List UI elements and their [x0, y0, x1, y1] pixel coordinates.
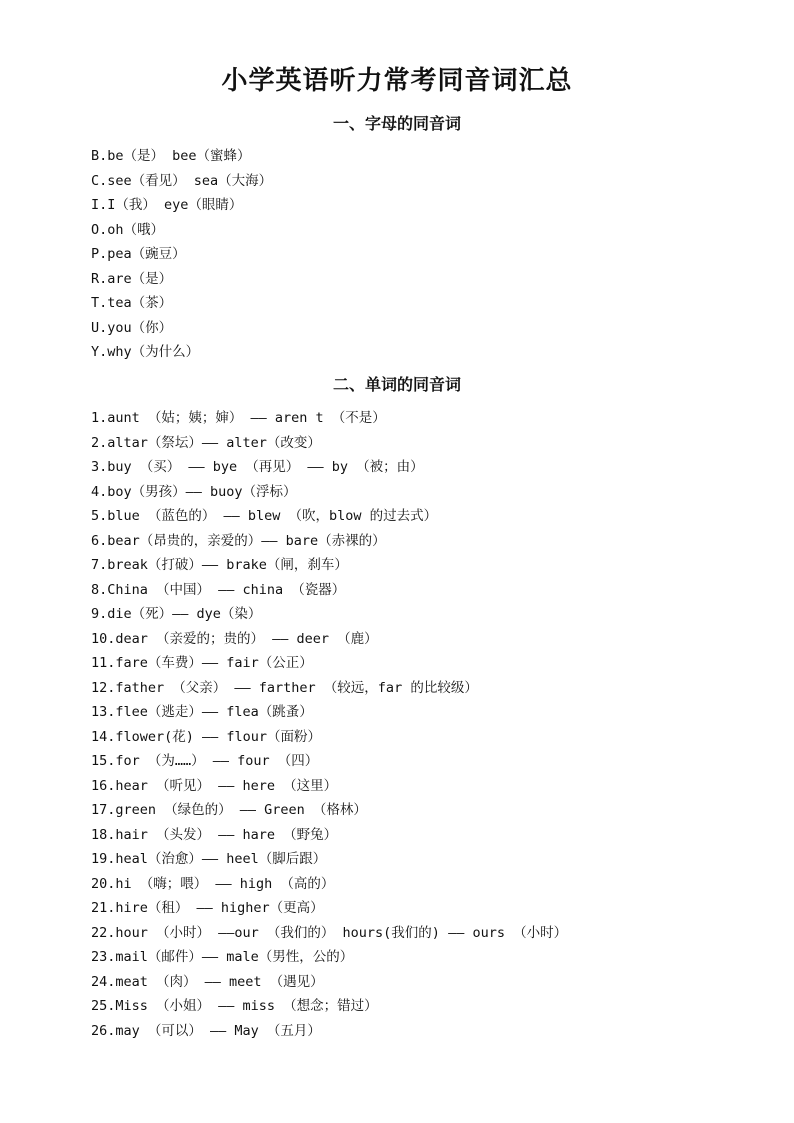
section-heading-words: 二、单词的同音词 — [332, 375, 461, 394]
list-item: 9.die（死）—— dye（染） — [91, 606, 262, 622]
list-item: 10.dear （亲爱的；贵的） —— deer （鹿） — [91, 630, 378, 647]
list-item: 21.hire（租） —— higher（更高） — [91, 900, 324, 916]
list-item: O.oh（哦） — [91, 221, 165, 238]
list-item: 15.for （为……） —— four （四） — [91, 753, 319, 769]
list-item: 13.flee（逃走）—— flea（跳蚤） — [91, 704, 313, 720]
list-item: 19.heal（治愈）—— heel（脚后跟） — [91, 851, 327, 867]
page-title: 小学英语听力常考同音词汇总 — [221, 66, 573, 96]
list-item: 17.green （绿色的） —— Green （格林） — [91, 802, 367, 818]
list-item: 1.aunt （姑；姨；婶） —— aren t （不是） — [91, 410, 386, 426]
list-item: B.be（是） bee（蜜蜂） — [91, 148, 251, 164]
list-item: 26.may （可以） —— May （五月） — [91, 1022, 321, 1039]
list-item: Y.why（为什么） — [91, 344, 200, 360]
list-item: 4.boy（男孩）—— buoy（浮标） — [91, 483, 297, 500]
list-item: 8.China （中国） —— china （瓷器） — [91, 581, 346, 598]
list-item: 14.flower(花) —— flour（面粉） — [91, 728, 322, 745]
letter-homophones-list — [91, 144, 741, 365]
list-item: 23.mail（邮件）—— male（男性，公的） — [91, 949, 354, 965]
word-homophones-list — [91, 406, 741, 1043]
list-item: I.I（我） eye（眼睛） — [91, 197, 243, 213]
list-item: 20.hi （嗨；喂） —— high （高的） — [91, 875, 335, 892]
list-item: 3.buy （买） —— bye （再见） —— by （被；由） — [91, 459, 424, 475]
list-item: 5.blue （蓝色的） —— blew （吹，blow 的过去式） — [91, 508, 438, 524]
list-item: 12.father （父亲） —— farther （较远，far 的比较级） — [91, 679, 478, 696]
list-item: R.are（是） — [91, 270, 173, 287]
list-item: C.see（看见） sea（大海） — [91, 172, 273, 189]
section-heading-letters: 一、字母的同音词 — [332, 114, 461, 133]
list-item: 16.hear （听见） —— here （这里） — [91, 777, 338, 794]
list-item: P.pea（豌豆） — [91, 246, 186, 262]
list-item: 22.hour （小时） ——our （我们的） hours(我们的) —— ours （小时） — [91, 924, 568, 941]
list-item: T.tea（茶） — [91, 295, 173, 311]
list-item: 25.Miss （小姐） —— miss （想念；错过） — [91, 998, 378, 1014]
list-item: 6.bear（昂贵的，亲爱的）—— bare（赤裸的） — [91, 532, 386, 549]
list-item: 7.break（打破）—— brake（闸，刹车） — [91, 557, 348, 573]
list-item: 2.altar（祭坛）—— alter（改变） — [91, 434, 321, 451]
list-item: 24.meat （肉） —— meet （遇见） — [91, 973, 324, 990]
list-item: 18.hair （头发） —— hare （野兔） — [91, 826, 338, 843]
list-item: U.you（你） — [91, 319, 173, 336]
list-item: 11.fare（车费）—— fair（公正） — [91, 655, 313, 671]
